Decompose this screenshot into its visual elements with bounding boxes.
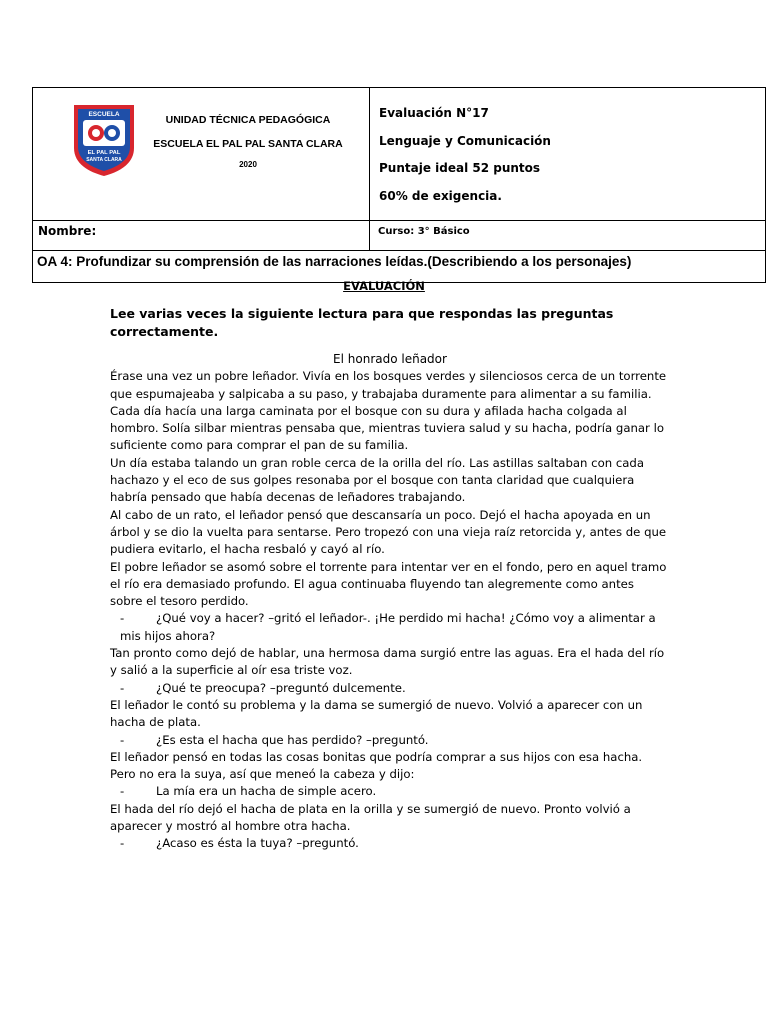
- dialogue-line-1: [110, 610, 670, 627]
- dialogue-line-2: [110, 680, 670, 697]
- dialogue-text: La mía era un hacha de simple acero.: [156, 784, 377, 799]
- evaluation-score: Puntaje ideal 52 puntos: [379, 161, 541, 175]
- dialogue-text: ¿Es esta el hacha que has perdido? –preguntó.: [156, 732, 429, 747]
- reading-paragraph-6: El leñador le contó su problema y la dama se sumergió de nuevo. Volvió a aparecer con un hacha de plata.: [110, 697, 643, 730]
- dialogue-dash: -: [120, 611, 125, 626]
- school-name: ESCUELA EL PAL PAL SANTA CLARA: [153, 138, 343, 150]
- crest-bottom-text-2: SANTA CLARA: [86, 157, 122, 163]
- crest-top-text: ESCUELA: [88, 111, 120, 118]
- dialogue-dash: -: [120, 680, 125, 695]
- reading-text: [110, 351, 670, 853]
- school-year: 2020: [239, 160, 257, 169]
- reading-paragraph-2: Un día estaba talando un gran roble cerca de la orilla del río. Las astillas saltaban con cada hachazo y el eco de sus golpes resonaba por el bosque con tanta claridad que cualquiera habría pensado que había decenas de leñadores trabajando.: [110, 455, 645, 505]
- school-crest-logo: [71, 102, 137, 178]
- dialogue-dash: -: [120, 732, 125, 747]
- reading-paragraph-8: El hada del río dejó el hacha de plata en la orilla y se sumergió de nuevo. Pronto volvió a aparecer y mostró al hombre otra hacha.: [110, 801, 631, 834]
- reading-paragraph-4: El pobre leñador se asomó sobre el torrente para intentar ver en el fondo, pero en aquel tramo el río era demasiado profundo. El agua continuaba fluyendo tan alegremente como antes sobre el tesoro perdido.: [110, 559, 667, 609]
- dialogue-line-4: [110, 783, 670, 800]
- dialogue-text-continued: mis hijos ahora?: [120, 628, 216, 643]
- header-table: [32, 87, 766, 283]
- reading-paragraph-7: El leñador pensó en todas las cosas bonitas que podría comprar a sus hijos con esa hacha. Pero no era la suya, así que meneó la cabeza y dijo:: [110, 749, 643, 782]
- school-unit-name: UNIDAD TÉCNICA PEDAGÓGICA: [165, 114, 331, 126]
- school-info-cell: [33, 88, 370, 221]
- evaluation-requirement: 60% de exigencia.: [379, 188, 502, 203]
- reading-paragraph-1: Érase una vez un pobre leñador. Vivía en los bosques verdes y silenciosos cerca de un torrente que espumajeaba y salpicaba a su paso, y trabajaba duramente para alimentar a su familia. Cada día hacía una larga caminata por el bosque con su dura y afilada hacha colgada al hombro. Solía silbar mientras pensaba que, mientras tuviera salud y su hacha, podría ganar lo suficiente como para comprar el pan de su familia.: [110, 369, 667, 453]
- evaluation-number: Evaluación N°17: [379, 106, 489, 120]
- dialogue-text: ¿Qué te preocupa? –preguntó dulcemente.: [156, 680, 406, 695]
- dialogue-line-1-continued: [110, 628, 670, 645]
- learning-objective: OA 4: Profundizar su comprensión de las narraciones leídas.(Describiendo a los personajes): [33, 251, 766, 283]
- dialogue-dash: -: [120, 836, 125, 851]
- evaluation-subject: Lenguaje y Comunicación: [379, 133, 551, 148]
- dialogue-text: ¿Qué voy a hacer? –gritó el leñador-. ¡He perdido mi hacha! ¿Cómo voy a alimentar a: [156, 611, 656, 626]
- student-name-field[interactable]: Nombre:: [33, 221, 370, 251]
- reading-paragraph-5: Tan pronto como dejó de hablar, una hermosa dama surgió entre las aguas. Era el hada del río y salió a la superficie al oír esa triste voz.: [110, 646, 665, 678]
- dialogue-dash: -: [120, 784, 125, 799]
- reading-paragraph-3: Al cabo de un rato, el leñador pensó que descansaría un poco. Dejó el hacha apoyada en un árbol y se dio la vuelta para sentarse. Pero tropezó con una vieja raíz retorcida y, antes de que pudiera evitarlo, el hacha resbaló y cayó al río.: [110, 507, 667, 557]
- instructions: Lee varias veces la siguiente lectura para que respondas las preguntas correctamente.: [110, 306, 614, 339]
- dialogue-text: ¿Acaso es ésta la tuya? –preguntó.: [156, 836, 359, 851]
- course-label: Curso: 3° Básico: [370, 221, 766, 251]
- crest-bottom-text-1: EL PAL PAL: [87, 150, 121, 156]
- reading-title: El honrado leñador: [333, 352, 447, 366]
- section-title: EVALUACIÓN: [343, 279, 425, 293]
- dialogue-line-3: [110, 732, 670, 749]
- dialogue-line-5: [110, 835, 670, 852]
- school-lines: [143, 114, 353, 181]
- evaluation-info-cell: [370, 88, 766, 221]
